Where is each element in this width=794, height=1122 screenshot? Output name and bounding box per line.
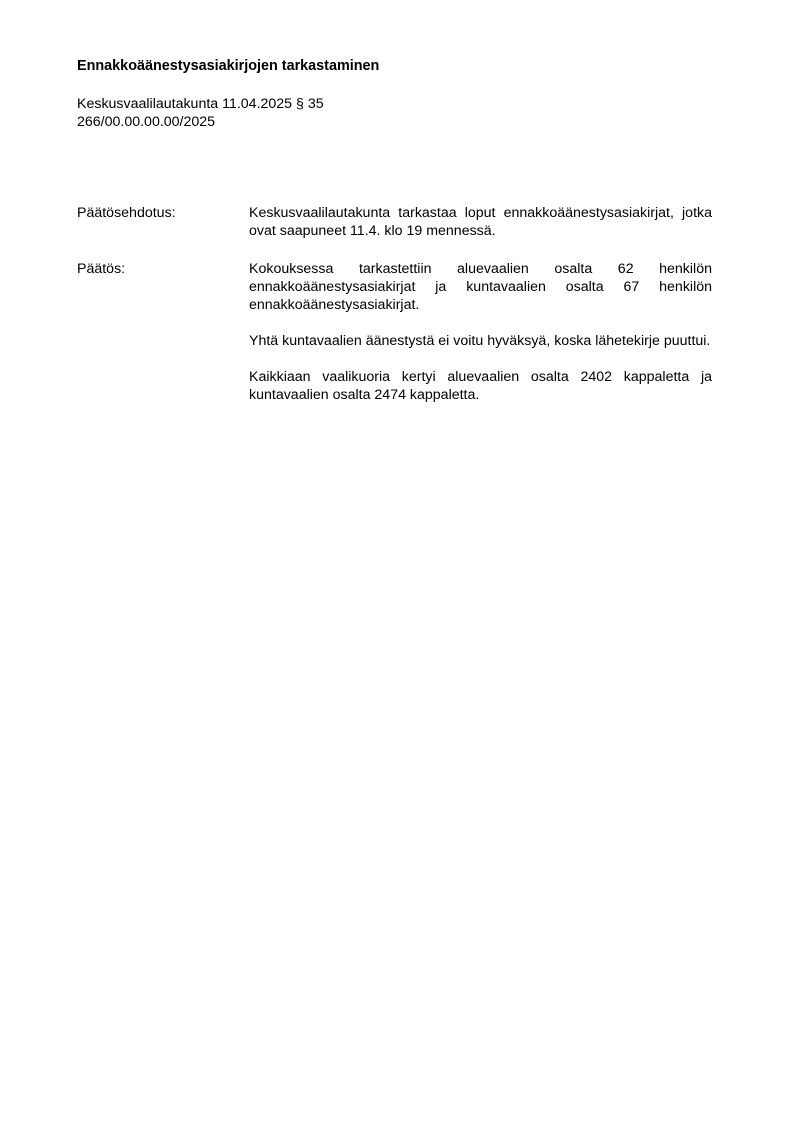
- proposal-content: [249, 204, 712, 258]
- meeting-line: Keskusvaalilautakunta 11.04.2025 § 35: [77, 96, 324, 112]
- decision-content: [249, 260, 712, 422]
- proposal-label: Päätösehdotus:: [77, 205, 176, 221]
- decision-paragraph: Kokouksessa tarkastettiin aluevaalien osalta 62 henkilön ennakkoäänestysasiakirjat ja kuntavaalien osalta 67 henkilön ennakkoäänestysasiakirjat.: [249, 261, 712, 313]
- decision-paragraph: Kaikkiaan vaalikuoria kertyi aluevaalien osalta 2402 kappaletta ja kuntavaalien osalta 2474 kappaletta.: [249, 369, 712, 403]
- decision-paragraph: Yhtä kuntavaalien äänestystä ei voitu hyväksyä, koska lähetekirje puuttui.: [249, 333, 711, 349]
- proposal-paragraph: Keskusvaalilautakunta tarkastaa loput ennakkoäänestysasiakirjat, jotka ovat saapuneet 11.4. klo 19 mennessä.: [249, 205, 712, 239]
- document-title: Ennakkoäänestysasiakirjojen tarkastaminen: [77, 58, 380, 74]
- decision-label: Päätös:: [77, 261, 126, 277]
- document-reference: 266/00.00.00.00/2025: [77, 114, 216, 130]
